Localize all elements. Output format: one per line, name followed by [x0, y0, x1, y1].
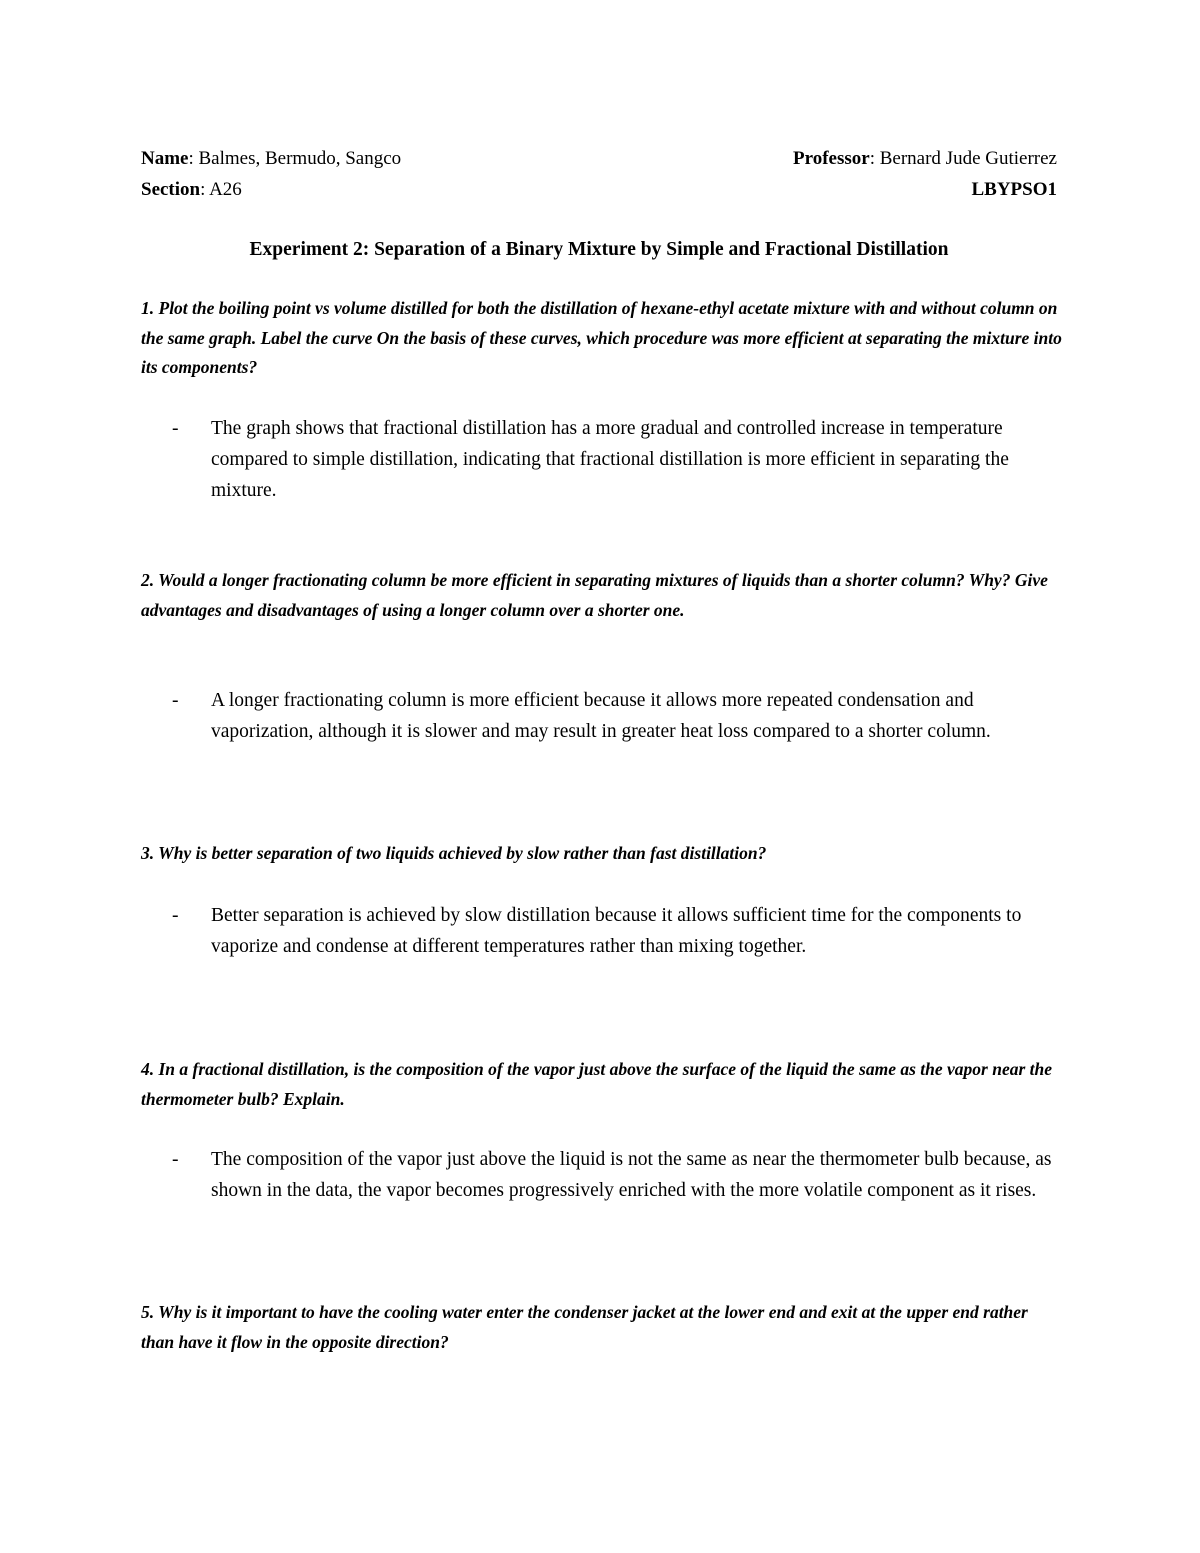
professor-value: : Bernard Jude Gutierrez: [869, 148, 1057, 169]
answer-2: [172, 685, 1060, 747]
answer-2-text: A longer fractionating column is more efficient because it allows more repeated condensation and vaporization, although it is slower and may result in greater heat loss compared to a shorter column.: [211, 690, 991, 742]
question-1: 1. Plot the boiling point vs volume distilled for both the distillation of hexane-ethyl acetate mixture with and without column on the same graph. Label the curve On the basis of these curves, which procedure was more efficient at separating the mixture into its components?: [141, 298, 1062, 377]
answer-bullet: -: [172, 690, 179, 711]
header-row-2: [141, 174, 1057, 205]
answer-bullet: -: [172, 1149, 179, 1170]
question-2: 2. Would a longer fractionating column be more efficient in separating mixtures of liquids than a shorter column? Why? Give advantages and disadvantages of using a longer column over a shorter one.: [141, 570, 1048, 620]
header-row-1: [141, 143, 1057, 174]
name-label: Name: [141, 148, 189, 169]
question-4: 4. In a fractional distillation, is the composition of the vapor just above the surface of the liquid the same as the vapor near the thermometer bulb? Explain.: [141, 1059, 1053, 1109]
question-3: 3. Why is better separation of two liquids achieved by slow rather than fast distillation?: [141, 843, 767, 863]
course-code: LBYPSO1: [971, 179, 1057, 200]
answer-4: [172, 1144, 1060, 1206]
section-label: Section: [141, 179, 201, 200]
professor: [793, 143, 1057, 174]
answer-3-text: Better separation is achieved by slow distillation because it allows sufficient time for the components to vaporize and condense at different temperatures rather than mixing together.: [211, 905, 1022, 957]
answer-1: [172, 413, 1060, 506]
student-names: [141, 143, 401, 174]
experiment-title: Experiment 2: Separation of a Binary Mixture by Simple and Fractional Distillation: [249, 239, 949, 260]
answer-4-text: The composition of the vapor just above the liquid is not the same as near the thermometer bulb because, as shown in the data, the vapor becomes progressively enriched with the more volatile component as it rises.: [211, 1149, 1052, 1201]
answer-1-text: The graph shows that fractional distillation has a more gradual and controlled increase in temperature compared to simple distillation, indicating that fractional distillation is more efficient in separating the mixture.: [211, 418, 1009, 501]
question-5: 5. Why is it important to have the cooling water enter the condenser jacket at the lower end and exit at the upper end rather than have it flow in the opposite direction?: [141, 1302, 1028, 1352]
document-header: [141, 143, 1057, 205]
answer-3: [172, 900, 1060, 962]
answer-bullet: -: [172, 905, 179, 926]
answer-bullet: -: [172, 418, 179, 439]
name-value: : Balmes, Bermudo, Sangco: [188, 148, 402, 169]
section: [141, 174, 242, 205]
section-value: : A26: [200, 179, 242, 200]
professor-label: Professor: [793, 148, 870, 169]
